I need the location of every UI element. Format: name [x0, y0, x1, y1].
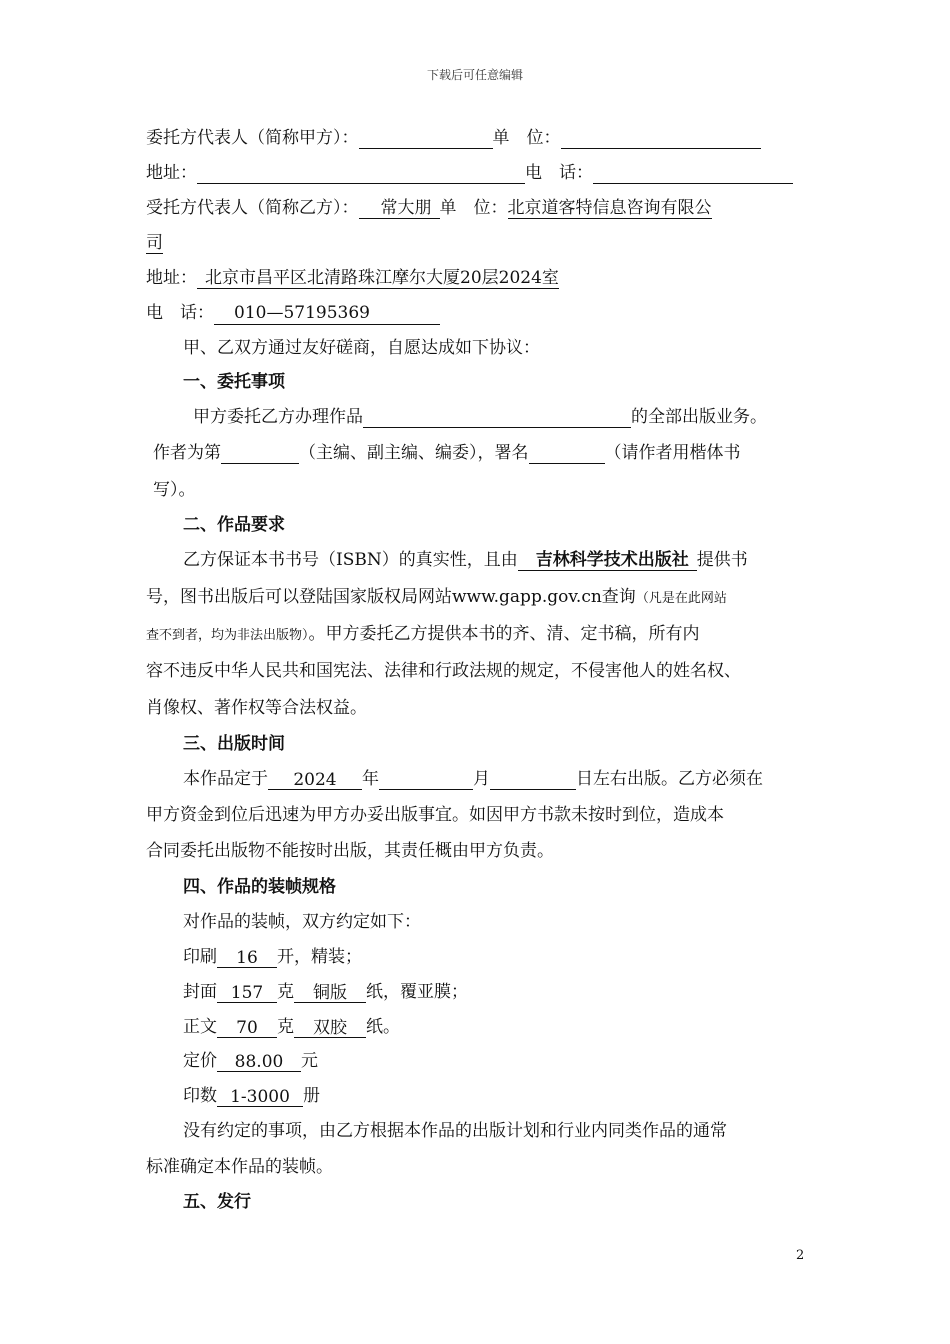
- print-format-value: 16: [217, 947, 277, 968]
- text: 开，精装；: [277, 947, 362, 967]
- cover-gram-value: 157: [217, 982, 277, 1003]
- page-header: 下载后可任意编辑: [426, 68, 523, 82]
- text: 号，图书出版后可以登陆国家版权局网站www.gapp.gov.cn查询: [146, 587, 636, 607]
- party-a-address-line: [146, 162, 793, 184]
- text: 月: [473, 769, 490, 789]
- quantity-value: 1-3000: [217, 1086, 303, 1107]
- party-b-address-label: 地址：: [146, 268, 197, 288]
- work-title-blank[interactable]: [363, 407, 631, 428]
- party-b-phone-line: [146, 302, 440, 325]
- party-a-address-blank[interactable]: [197, 163, 525, 184]
- body-gram-value: 70: [217, 1017, 277, 1038]
- text: 乙方保证本书书号（ISBN）的真实性，且由: [183, 550, 518, 570]
- page-number: 2: [796, 1248, 805, 1263]
- party-a-address-label: 地址：: [146, 163, 197, 183]
- section-3-line-1: [183, 768, 763, 790]
- section-1-title: 一、委托事项: [183, 372, 285, 392]
- text: （主编、副主编、编委），署名: [299, 443, 529, 463]
- text: 年: [362, 769, 379, 789]
- party-a-unit-blank[interactable]: [561, 128, 761, 149]
- price-value: 88.00: [217, 1051, 301, 1072]
- party-b-unit-value: 北京道客特信息咨询有限公: [507, 198, 712, 218]
- body-spec-line: [183, 1016, 400, 1038]
- month-blank[interactable]: [379, 769, 473, 790]
- section-3-line-3: 合同委托出版物不能按时出版，其责任概由甲方负责。: [146, 841, 554, 861]
- publisher-name: 吉林科学技术出版社: [518, 550, 697, 571]
- text: 日左右出版。乙方必须在: [576, 769, 763, 789]
- day-blank[interactable]: [490, 769, 576, 790]
- body-paper-value: 双胶: [294, 1017, 366, 1038]
- party-a-label: 委托方代表人（简称甲方）：: [146, 128, 359, 148]
- section-4-title: 四、作品的装帧规格: [183, 877, 336, 897]
- text: 纸，覆亚膜；: [366, 982, 468, 1002]
- party-a-phone-blank[interactable]: [593, 163, 793, 184]
- cover-paper-value: 铜版: [294, 982, 366, 1003]
- text: 作者为第: [153, 443, 221, 463]
- text: 正文: [183, 1017, 217, 1037]
- text: （请作者用楷体书: [604, 443, 741, 463]
- text: 。甲方委托乙方提供本书的齐、清、定书稿，所有内: [308, 624, 700, 644]
- quantity-line: [183, 1085, 320, 1107]
- text: 册: [303, 1086, 320, 1106]
- section-2-line-3: [146, 623, 700, 647]
- text: 纸。: [366, 1017, 400, 1037]
- text: 印刷: [183, 947, 217, 967]
- text: （凡是在此网站: [635, 591, 727, 606]
- text: 甲方委托乙方办理作品: [193, 407, 363, 427]
- party-a-name-blank[interactable]: [359, 128, 493, 149]
- section-3-title: 三、出版时间: [183, 734, 285, 754]
- section-1-line-2: [153, 442, 741, 464]
- text: 印数: [183, 1086, 217, 1106]
- section-2-line-5: 肖像权、著作权等合法权益。: [146, 698, 367, 718]
- cover-spec-line: [183, 981, 468, 1003]
- author-rank-blank[interactable]: [221, 443, 299, 464]
- section-4-note-2: 标准确定本作品的装帧。: [146, 1157, 333, 1177]
- text: 查不到者，均为非法出版物）: [146, 628, 309, 643]
- section-1-line-3: 写）。: [153, 480, 196, 500]
- section-4-intro: 对作品的装帧，双方约定如下：: [183, 912, 421, 932]
- text: 克: [277, 1017, 294, 1037]
- text: 克: [277, 982, 294, 1002]
- text: 提供书: [696, 550, 748, 570]
- party-a-line: [146, 127, 761, 149]
- party-b-rep-name: 常大朋: [359, 198, 440, 219]
- intro-paragraph: 甲、乙双方通过友好磋商，自愿达成如下协议：: [183, 338, 540, 358]
- party-b-address-value: 北京市昌平区北清路珠江摩尔大厦20层2024室: [197, 268, 559, 289]
- party-b-line: [146, 197, 712, 219]
- party-b-label: 受托方代表人（简称乙方）：: [146, 198, 359, 218]
- party-b-phone-value: 010—57195369: [214, 302, 440, 325]
- section-2-line-2: [146, 586, 727, 610]
- party-b-address-line: [146, 267, 559, 289]
- text: 本作品定于: [183, 769, 268, 789]
- text: 封面: [183, 982, 217, 1002]
- section-4-note-1: 没有约定的事项，由乙方根据本作品的出版计划和行业内同类作品的通常: [183, 1121, 727, 1141]
- print-format-line: [183, 946, 362, 968]
- section-2-line-1: [183, 549, 748, 571]
- signature-blank[interactable]: [529, 443, 605, 464]
- section-2-line-4: 容不违反中华人民共和国宪法、法律和行政法规的规定，不侵害他人的姓名权、: [146, 661, 741, 681]
- party-a-phone-label: 电 话：: [525, 163, 593, 183]
- party-b-unit-cont: [146, 232, 163, 254]
- section-2-title: 二、作品要求: [183, 515, 285, 535]
- section-5-title: 五、发行: [183, 1192, 251, 1212]
- party-b-unit-label: 单 位：: [439, 198, 508, 218]
- text: 元: [301, 1051, 318, 1071]
- text: 定价: [183, 1051, 217, 1071]
- party-a-unit-label: 单 位：: [492, 128, 561, 148]
- section-3-line-2: 甲方资金到位后迅速为甲方办妥出版事宜。如因甲方书款未按时到位，造成本: [146, 805, 724, 825]
- year-value: 2024: [268, 769, 362, 790]
- party-b-phone-label: 电 话：: [146, 303, 214, 323]
- party-b-unit-value-2: 司: [146, 233, 163, 253]
- price-line: [183, 1050, 318, 1072]
- section-1-line-1: [193, 406, 767, 428]
- text: 的全部出版业务。: [631, 407, 767, 427]
